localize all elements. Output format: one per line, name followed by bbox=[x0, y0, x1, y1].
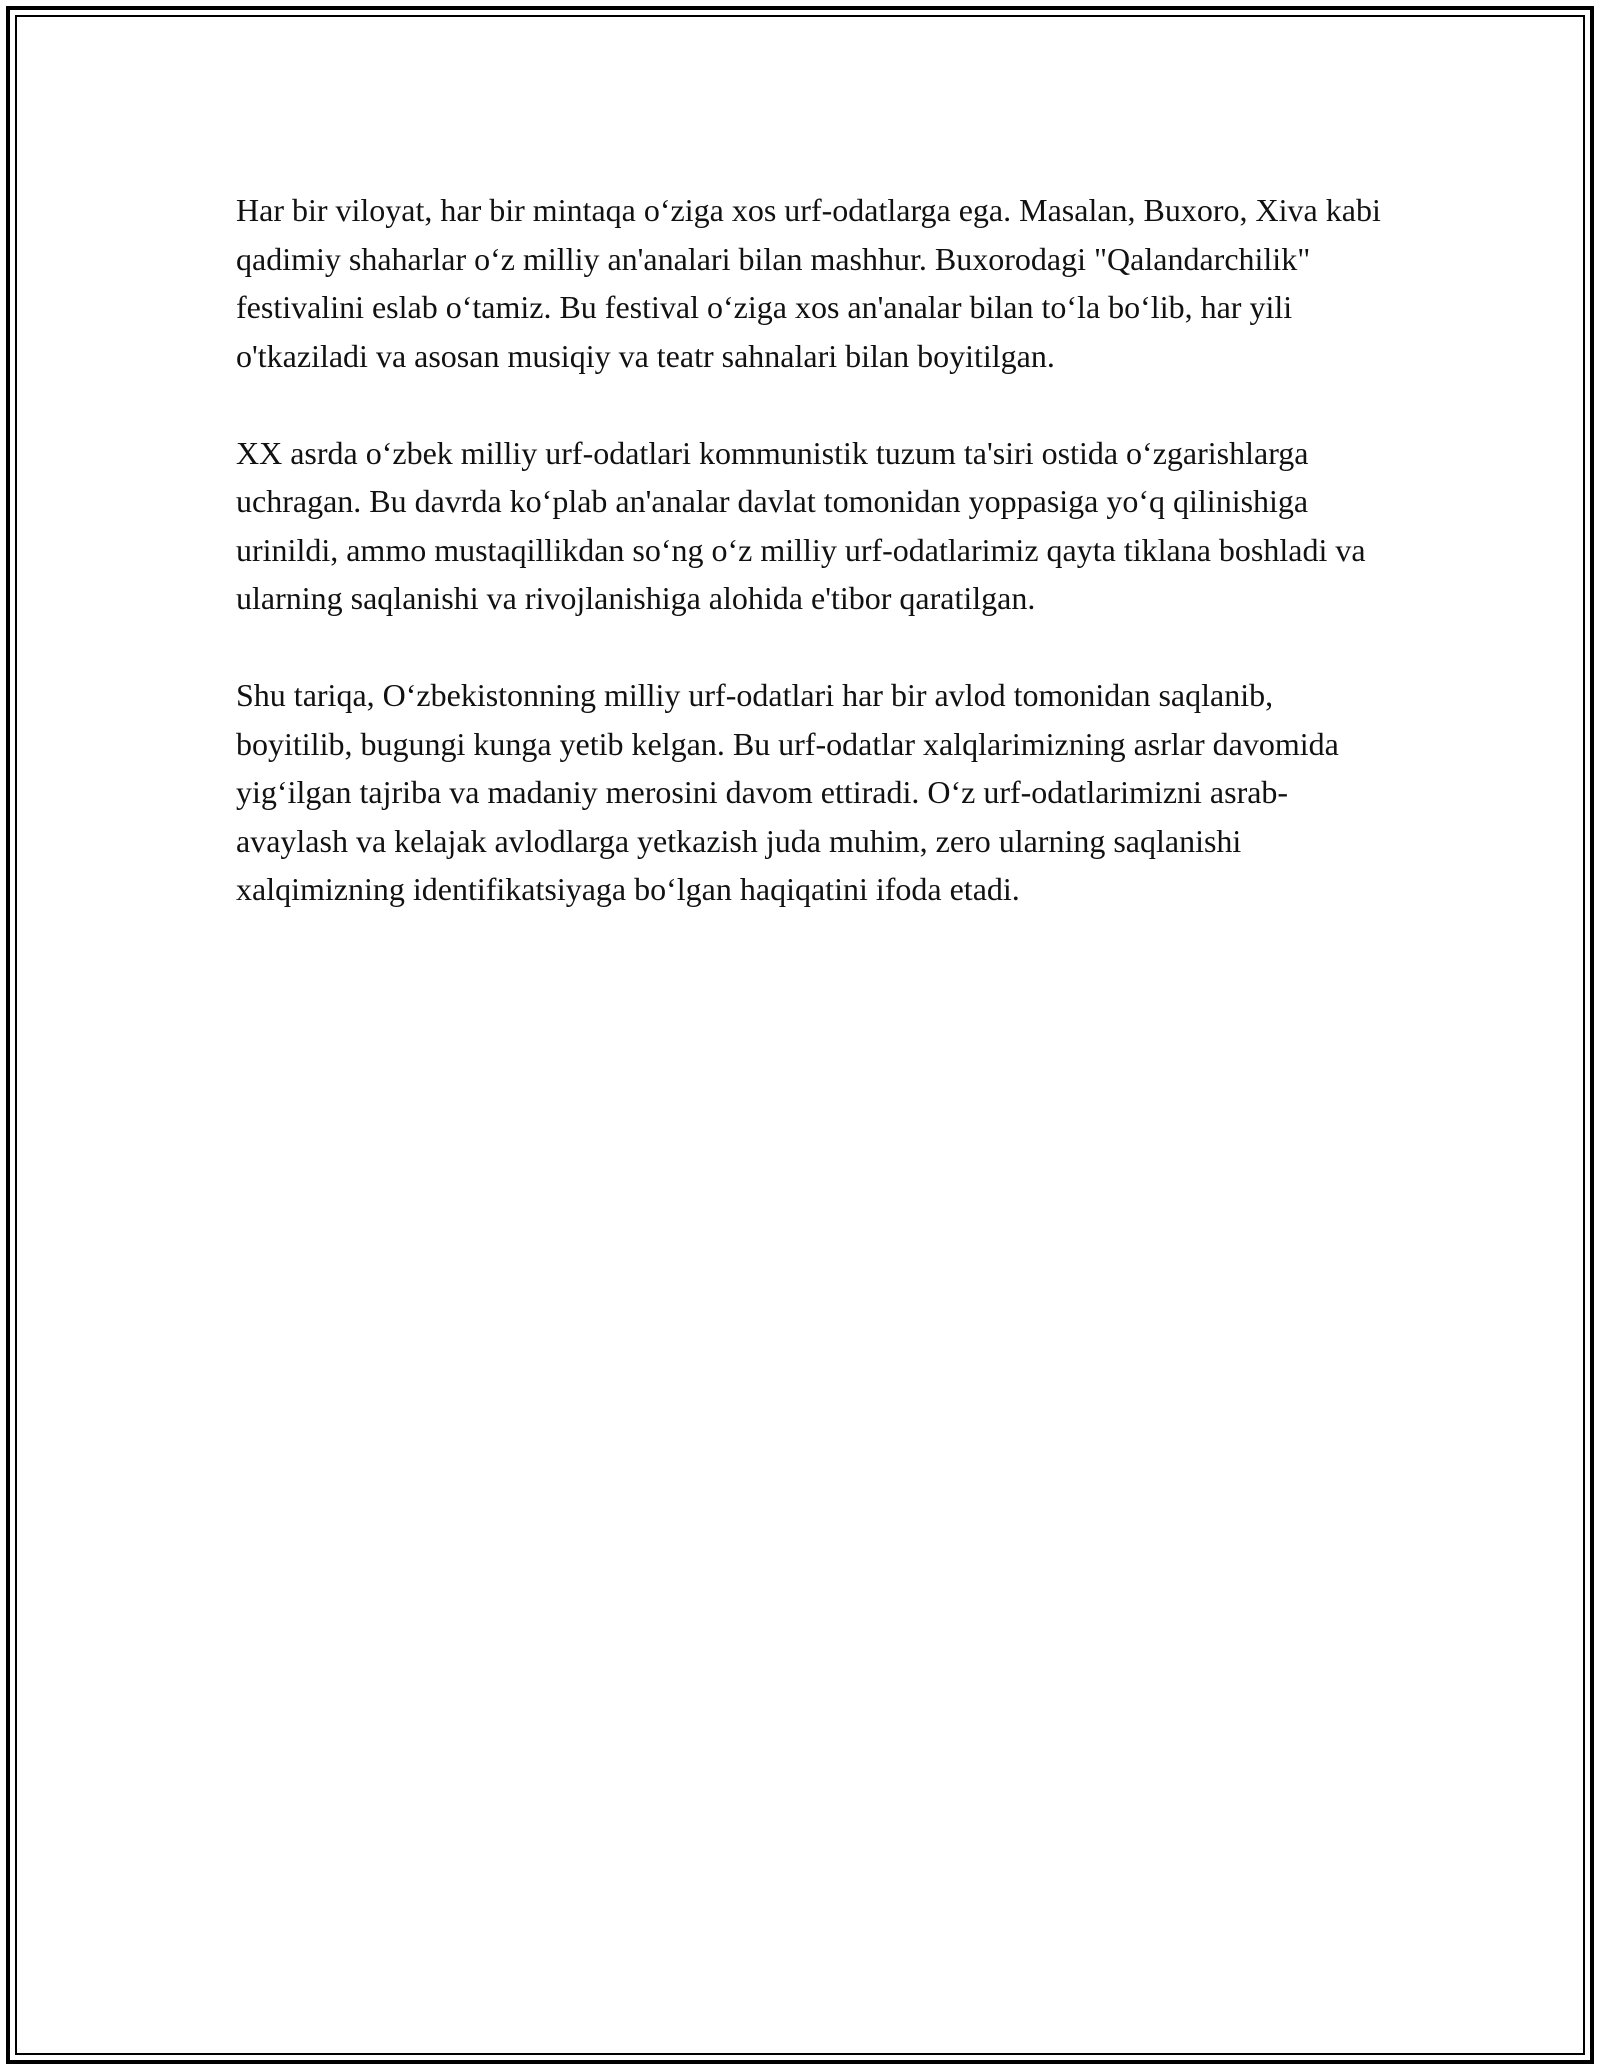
paragraph-regional-traditions: Har bir viloyat, har bir mintaqa o‘ziga xos urf-odatlarga ega. Masalan, Buxoro, Xiva kabi qadimiy shaharlar o‘z milliy an'analari bilan mashhur. Buxorodagi "Qalandarchilik" festivalini eslab o‘tamiz. Bu festival o‘ziga xos an'analar bilan to‘la bo‘lib, har yili o'tkaziladi va asosan musiqiy va teatr sahnalari bilan boyitilgan. bbox=[236, 192, 1381, 374]
paragraph-conclusion: Shu tariqa, O‘zbekistonning milliy urf-odatlari har bir avlod tomonidan saqlanib, boyitilib, bugungi kunga yetib kelgan. Bu urf-odatlar xalqlarimizning asrlar davomida yig‘ilgan tajriba va madaniy merosini davom ettiradi. O‘z urf-odatlarimizni asrab-avaylash va kelajak avlodlarga yetkazish juda muhim, zero ularning saqlanishi xalqimizning identifikatsiyaga bo‘lgan haqiqatini ifoda etadi. bbox=[236, 677, 1339, 907]
paragraph-twentieth-century: XX asrda o‘zbek milliy urf-odatlari kommunistik tuzum ta'siri ostida o‘zgarishlarga uchragan. Bu davrda ko‘plab an'analar davlat tomonidan yoppasiga yo‘q qilinishiga urinildi, ammo mustaqillikdan so‘ng o‘z milliy urf-odatlarimiz qayta tiklana boshladi va ularning saqlanishi va rivojlanishiga alohida e'tibor qaratilgan. bbox=[236, 434, 1366, 616]
document-body bbox=[236, 186, 1386, 962]
